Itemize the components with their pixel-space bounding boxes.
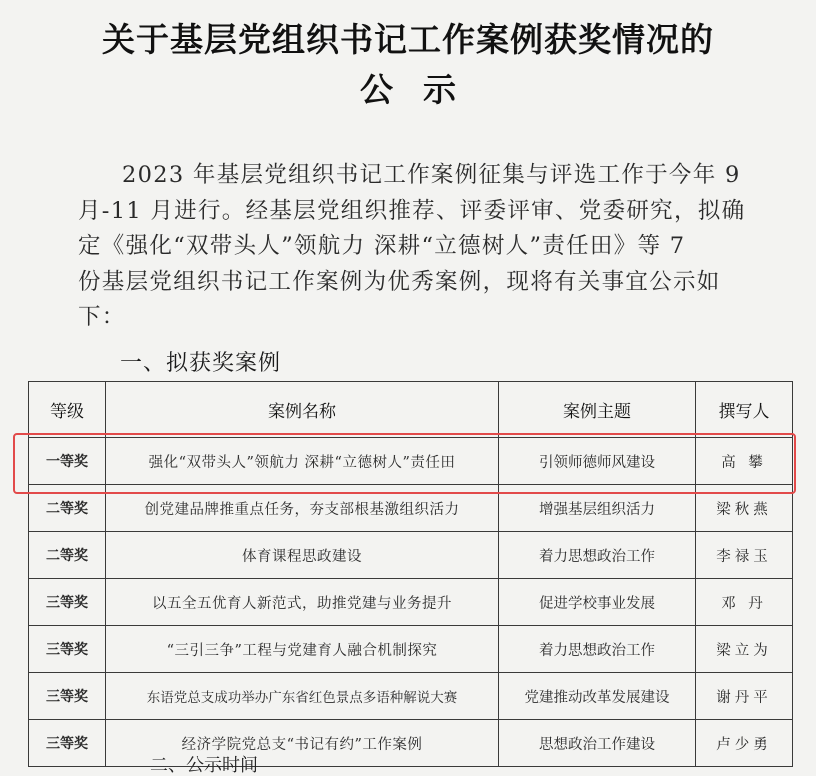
intro-paragraph: [78, 158, 768, 336]
cell-author: 邓 丹: [696, 579, 793, 626]
cell-author: 梁秋燕: [696, 485, 793, 532]
cell-theme: 党建推动改革发展建设: [499, 673, 696, 720]
table-header-row: [29, 382, 793, 438]
header-theme: 案例主题: [499, 382, 696, 438]
award-cases-table: [28, 381, 793, 776]
cell-theme: 引领师德师风建设: [499, 438, 696, 485]
document-title-line2: 公示: [360, 70, 486, 109]
cell-level: 一等奖: [29, 438, 106, 485]
cell-theme: 着力思想政治工作: [499, 532, 696, 579]
paragraph-line: 2023 年基层党组织书记工作案例征集与评选工作于今年 9: [122, 162, 741, 188]
cell-author: 李禄玉: [696, 532, 793, 579]
cell-level: 三等奖: [29, 720, 106, 767]
table-row: [29, 485, 793, 532]
cell-theme: 促进学校事业发展: [499, 579, 696, 626]
paragraph-line: 份基层党组织书记工作案例为优秀案例，现将有关事宜公示如: [78, 268, 721, 295]
table-row: [29, 626, 793, 673]
section-heading: 一、拟获奖案例: [120, 351, 282, 376]
paragraph-line: 下：: [78, 304, 126, 330]
cell-author: 谢丹平: [696, 673, 793, 720]
table-row: [29, 673, 793, 720]
document-title-line1: 关于基层党组织书记工作案例获奖情况的: [102, 20, 714, 59]
table-row: [29, 720, 793, 767]
cell-name: 东语党总支成功举办广东省红色景点多语种解说大赛: [106, 673, 499, 720]
table-row: [29, 579, 793, 626]
table-row: [29, 532, 793, 579]
paragraph-line: 定《强化“双带头人”领航力 深耕“立德树人”责任田》等 7: [78, 233, 686, 259]
cell-name: 创党建品牌推重点任务，夯支部根基激组织活力: [106, 485, 499, 532]
cell-name: 强化“双带头人”领航力 深耕“立德树人”责任田: [106, 438, 499, 485]
cell-theme: 着力思想政治工作: [499, 626, 696, 673]
cell-author: 卢少勇: [696, 720, 793, 767]
cell-name: 体育课程思政建设: [106, 532, 499, 579]
table-row: [29, 438, 793, 485]
cell-author: 高 攀: [696, 438, 793, 485]
cell-name: “三引三争”工程与党建育人融合机制探究: [106, 626, 499, 673]
cell-name: 以五全五优育人新范式，助推党建与业务提升: [106, 579, 499, 626]
header-name: 案例名称: [106, 382, 499, 438]
next-section-heading: 二、公示时间: [150, 755, 258, 776]
cell-level: 二等奖: [29, 485, 106, 532]
header-level: 等级: [29, 382, 106, 438]
cell-level: 三等奖: [29, 626, 106, 673]
cell-author: 梁立为: [696, 626, 793, 673]
cell-level: 三等奖: [29, 579, 106, 626]
header-author: 撰写人: [696, 382, 793, 438]
paragraph-line: 月-11 月进行。经基层党组织推荐、评委评审、党委研究，拟确: [78, 197, 746, 224]
cell-theme: 增强基层组织活力: [499, 485, 696, 532]
cell-level: 二等奖: [29, 532, 106, 579]
cell-level: 三等奖: [29, 673, 106, 720]
cell-theme: 思想政治工作建设: [499, 720, 696, 767]
cell-name: 经济学院党总支“书记有约”工作案例: [106, 720, 499, 767]
